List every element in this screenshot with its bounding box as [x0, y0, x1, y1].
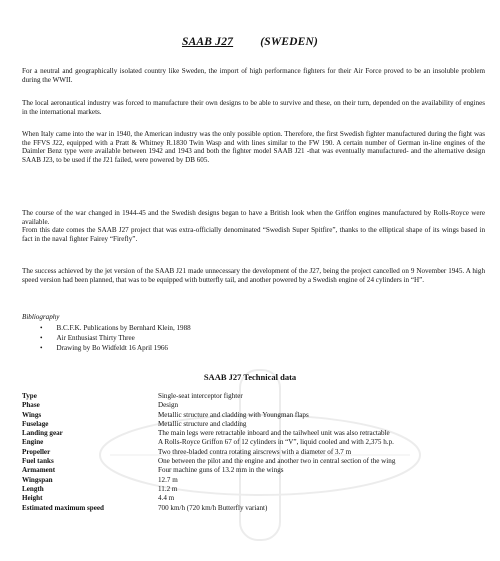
spec-label: Fuel tanks [22, 457, 54, 466]
spec-value: Metallic structure and cladding with Youngman flaps [158, 410, 309, 419]
spec-label: Propeller [22, 447, 51, 456]
spec-value: Two three-bladed contra rotating airscrews with a diameter of 3.7 m [158, 447, 352, 456]
spec-value: 12.7 m [158, 475, 178, 484]
bibliography-item: • Air Enthusiast Thirty Three [40, 333, 191, 343]
document-title [0, 36, 500, 48]
paragraph-intro: For a neutral and geographically isolated country like Sweden, the import of high performance fighters for their Air Force proved to be an insoluble problem during the WWII. [22, 67, 485, 84]
table-row [22, 476, 482, 485]
spec-label: Armament [22, 466, 56, 475]
table-row [22, 485, 482, 494]
table-row [22, 392, 482, 401]
table-row [22, 448, 482, 457]
spec-label: Height [22, 494, 43, 503]
table-row [22, 429, 482, 438]
spec-value: 11.2 m [158, 484, 178, 493]
bibliography-heading: Bibliography [22, 313, 60, 321]
spec-value: 700 km/h (720 km/h Butterfly variant) [158, 503, 268, 512]
spec-label: Wingspan [22, 475, 53, 484]
paragraph-industry: The local aeronautical industry was forced to manufacture their own designs to be able to survive and these, on their turn, depended on the availability of engines in the international markets. [22, 99, 485, 116]
technical-data-table [22, 392, 482, 513]
spec-label: Fuselage [22, 419, 49, 428]
bibliography-item: • Drawing by Bo Widfeldt 16 April 1966 [40, 343, 191, 353]
spec-label: Landing gear [22, 429, 63, 438]
spec-value: A Rolls-Royce Griffon 67 of 12 cylinders in “V”, liquid cooled and with 2,375 h.p. [158, 438, 394, 447]
table-row [22, 504, 482, 513]
spec-value: One between the pilot and the engine and another two in central section of the wing [158, 457, 396, 466]
spec-value: Design [158, 401, 179, 410]
spec-label: Wings [22, 410, 42, 419]
spec-value: Metallic structure and cladding [158, 419, 247, 428]
paragraph-j27-project: From this date comes the SAAB J27 project that was extra-officially denominated “Swedish Super Spitfire”, thanks to the elliptical shape of its wings based in fact in the naval fighter Fairey “Firefly”. [22, 226, 485, 243]
table-row [22, 438, 482, 447]
table-row [22, 411, 482, 420]
table-row [22, 466, 482, 475]
paragraph-history: When Italy came into the war in 1940, the American industry was the only possible option. Therefore, the first Swedish fighter manufactured during the fight was the FFVS J22, equipped with a Pratt & Whitney R.1830 Twin Wasp and with lines similar to the FW 190. A certain number of German in-line engines of the Daimler Benz type were available between 1942 and 1943 and both the fighter model SAAB J21 -that was eventually manufactured- and the alternative design SAAB J23, to be used if the J21 failed, were powered by DB 605. [22, 130, 485, 164]
bibliography-item: • B.C.F.K. Publications by Bernhard Klein, 1988 [40, 323, 191, 333]
spec-value: Four machine guns of 13.2 mm in the wings [158, 466, 284, 475]
bibliography-list [40, 323, 191, 353]
spec-label: Length [22, 484, 44, 493]
spec-label: Estimated maximum speed [22, 503, 104, 512]
table-row [22, 457, 482, 466]
paragraph-griffon: The course of the war changed in 1944-45 and the Swedish designs began to have a British look when the Griffon engines manufactured by Rolls-Royce were available. [22, 209, 485, 226]
country-name: (SWEDEN) [260, 36, 319, 48]
paragraph-cancellation: The success achieved by the jet version of the SAAB J21 made unnecessary the development of the J27, being the project cancelled on 9 November 1945. A high speed version had been planned, that was to be equipped with butterfly tail, and another powered by a Swedish engine of 24 cylinders in “H”. [22, 267, 485, 284]
technical-data-title: SAAB J27 Technical data [203, 372, 297, 382]
table-row [22, 401, 482, 410]
table-row [22, 420, 482, 429]
spec-value: Single-seat interceptor fighter [158, 392, 243, 400]
table-row [22, 494, 482, 503]
spec-label: Engine [22, 438, 44, 447]
spec-value: The main legs were retractable inboard and the tailwheel unit was also retractable [158, 429, 390, 438]
spec-label: Phase [22, 401, 40, 410]
aircraft-name: SAAB J27 [181, 36, 234, 48]
spec-label: Type [22, 392, 37, 400]
spec-value: 4.4 m [158, 494, 175, 503]
